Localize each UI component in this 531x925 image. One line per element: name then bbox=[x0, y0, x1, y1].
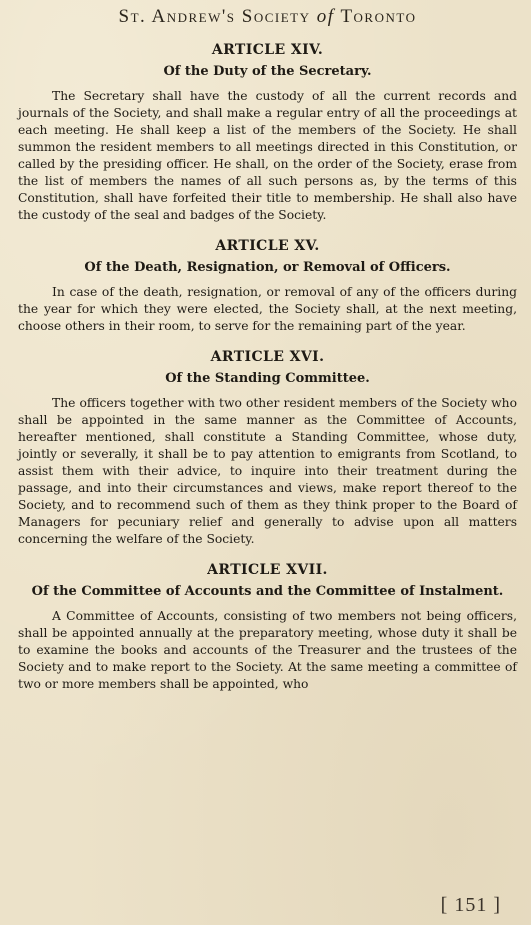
article-xv bbox=[18, 238, 517, 335]
page-number: [ 151 ] bbox=[440, 894, 501, 916]
article-number: ARTICLE XVI. bbox=[210, 349, 325, 365]
running-head-suffix: Toronto bbox=[340, 6, 417, 27]
article-heading: Of the Standing Committee. bbox=[165, 371, 370, 386]
running-head-prefix: St. Andrew's Society bbox=[118, 6, 311, 27]
article-heading: Of the Duty of the Secretary. bbox=[163, 64, 372, 79]
running-head bbox=[18, 6, 517, 28]
article-heading: Of the Death, Resignation, or Removal of Officers. bbox=[84, 260, 451, 275]
article-number: ARTICLE XVII. bbox=[207, 562, 328, 578]
article-number: ARTICLE XV. bbox=[215, 238, 320, 254]
running-head-connector: of bbox=[316, 6, 335, 27]
article-xiv bbox=[18, 42, 517, 224]
article-body: In case of the death, resignation, or removal of any of the officers during the year for which they were elected, the Society shall, at the next meeting, choose others in their room, to serve for the remaining part of the year. bbox=[18, 285, 517, 333]
article-body: A Committee of Accounts, consisting of two members not being officers, shall be appointed annually at the preparatory meeting, whose duty it shall be to examine the books and accounts of the Treasurer and the trustees of the Society and to make report to the Society. At the same meeting a committee of two or more members shall be appointed, who bbox=[18, 609, 517, 691]
article-xvii bbox=[18, 562, 517, 693]
article-xvi bbox=[18, 349, 517, 548]
article-body: The Secretary shall have the custody of all the current records and journals of the Society, and shall make a regular entry of all the proceedings at each meeting. He shall keep a list of the members of the Society. He shall summon the resident members to all meetings directed in this Constitution, or called by the presiding officer. He shall, on the order of the Society, erase from the list of members the names of all such persons as, by the terms of this Constitution, shall have forfeited their title to membership. He shall also have the custody of the seal and badges of the Society. bbox=[18, 89, 517, 222]
article-body: The officers together with two other resident members of the Society who shall be appointed in the same manner as the Committee of Accounts, hereafter mentioned, shall constitute a Standing Committee, whose duty, jointly or severally, it shall be to pay attention to emigrants from Scotland, to assist them with their advice, to inquire into their treatment during the passage, and into their circumstances and views, make report thereof to the Society, and to recommend such of them as they think proper to the Board of Managers for pecuniary relief and generally to advise upon all matters concerning the welfare of the Society. bbox=[18, 396, 517, 546]
article-heading: Of the Committee of Accounts and the Committee of Instalment. bbox=[31, 584, 504, 599]
article-number: ARTICLE XIV. bbox=[211, 42, 324, 58]
